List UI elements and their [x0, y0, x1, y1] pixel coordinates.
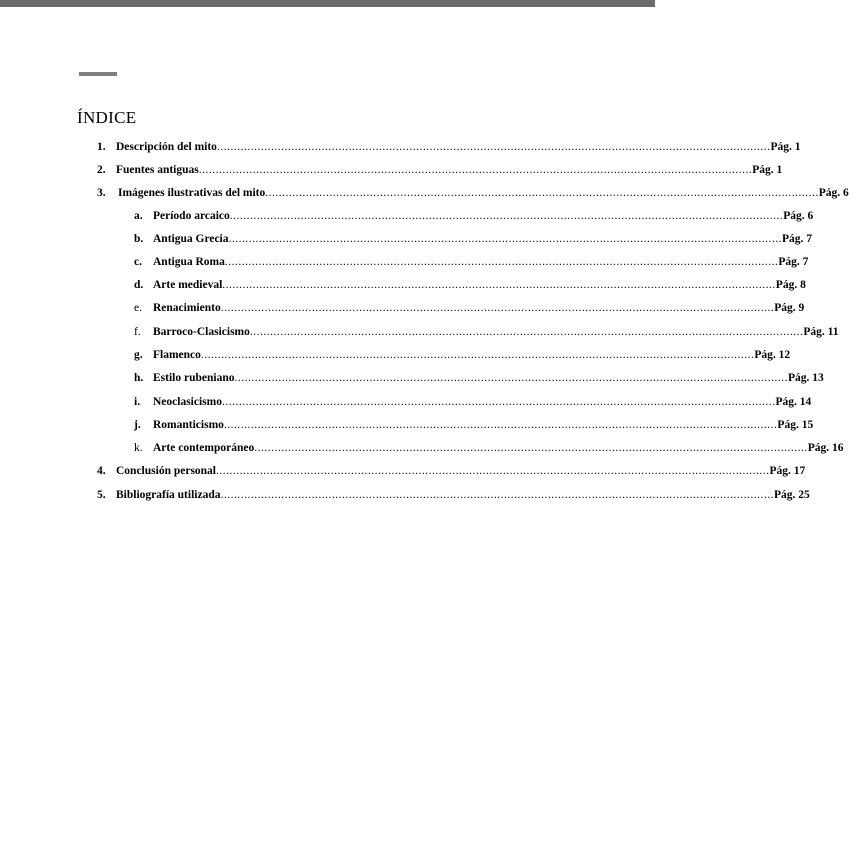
toc-dot-leader: ....................................................................................................................................................................: [249, 326, 804, 338]
toc-entry-number: b.: [134, 233, 144, 245]
toc-entry-number: i.: [134, 396, 141, 408]
toc-entry-text: Antigua Roma: [153, 256, 225, 268]
toc-entry-page: Pág. 25: [773, 489, 810, 501]
toc-entry-number: 2.: [97, 164, 106, 176]
toc-entry-number: c.: [134, 256, 142, 268]
window-top-bar: [0, 0, 655, 7]
toc-entry-text: Descripción del mito: [116, 141, 217, 153]
toc-dot-leader: ....................................................................................................................................................................: [229, 210, 784, 222]
toc-entry-number: 5.: [97, 489, 106, 501]
toc-dot-leader: ....................................................................................................................................................................: [222, 279, 776, 291]
toc-entry-text: Conclusión personal: [116, 465, 217, 477]
toc-dot-leader: ....................................................................................................................................................................: [221, 396, 776, 408]
toc-dot-leader: ....................................................................................................................................................................: [220, 302, 775, 314]
toc-dot-leader: ....................................................................................................................................................................: [200, 349, 755, 361]
toc-dot-leader: ....................................................................................................................................................................: [220, 489, 774, 501]
toc-dot-leader: ....................................................................................................................................................................: [228, 233, 782, 245]
toc-entry-number: k.: [134, 442, 143, 454]
toc-dot-leader: ....................................................................................................................................................................: [234, 372, 788, 384]
toc-dot-leader: ....................................................................................................................................................................: [216, 141, 771, 153]
toc-entry-page: Pág. 6: [818, 187, 849, 199]
toc-entry-number: g.: [134, 349, 143, 361]
toc-entry-page: Pág. 12: [754, 349, 791, 361]
toc-entry-page: Pág. 7: [778, 256, 809, 268]
toc-entry-text: Fuentes antiguas: [116, 164, 199, 176]
toc-entry-number: e.: [134, 302, 142, 314]
toc-entry-number: a.: [134, 210, 143, 222]
toc-entry-text: Arte medieval: [153, 279, 223, 291]
toc-dot-leader: ....................................................................................................................................................................: [198, 164, 753, 176]
toc-entry-number: h.: [134, 372, 144, 384]
toc-entry-page: Pág. 11: [803, 326, 839, 338]
toc-entry-text: Flamenco: [153, 349, 201, 361]
toc-entry-page: Pág. 14: [775, 396, 812, 408]
toc-entry-page: Pág. 7: [782, 233, 813, 245]
toc-entry-number: f.: [134, 326, 141, 338]
toc-dot-leader: ....................................................................................................................................................................: [254, 442, 808, 454]
toc-entry-number: 1.: [97, 141, 106, 153]
toc-entry-page: Pág. 16: [807, 442, 844, 454]
toc-dot-leader: ....................................................................................................................................................................: [216, 465, 770, 477]
toc-entry-number: 3.: [97, 187, 106, 199]
toc-entry-page: Pág. 13: [787, 372, 824, 384]
toc-entry-text: Imágenes ilustrativas del mito: [118, 187, 266, 199]
toc-entry-text: Arte contemporáneo: [153, 442, 255, 454]
toc-entry-text: Renacimiento: [153, 302, 221, 314]
toc-entry-page: Pág. 6: [783, 210, 814, 222]
page-title: ÍNDICE: [77, 108, 137, 127]
toc-entry-page: Pág. 9: [774, 302, 805, 314]
toc-dot-leader: ....................................................................................................................................................................: [224, 256, 779, 268]
toc-entry-text: Neoclasicismo: [153, 396, 222, 408]
header-rule: [79, 72, 117, 76]
toc-entry-text: Romanticismo: [153, 419, 224, 431]
toc-entry-number: 4.: [97, 465, 106, 477]
toc-entry-text: Antigua Grecia: [153, 233, 229, 245]
toc-entry-page: Pág. 15: [777, 419, 814, 431]
toc-entry-text: Estilo rubeniano: [153, 372, 235, 384]
toc-entry-page: Pág. 1: [752, 164, 783, 176]
toc-entry-text: Período arcaico: [153, 210, 230, 222]
toc-entry-text: Barroco-Clasicismo: [153, 326, 250, 338]
toc-entry-page: Pág. 17: [769, 465, 806, 477]
toc-entry-number: j.: [134, 419, 141, 431]
toc-entry-page: Pág. 8: [775, 279, 806, 291]
toc-entry-page: Pág. 1: [770, 141, 801, 153]
toc-dot-leader: ....................................................................................................................................................................: [223, 419, 778, 431]
toc-entry-text: Bibliografía utilizada: [116, 489, 221, 501]
toc-dot-leader: ....................................................................................................................................................................: [265, 187, 819, 199]
toc-entry-number: d.: [134, 279, 144, 291]
